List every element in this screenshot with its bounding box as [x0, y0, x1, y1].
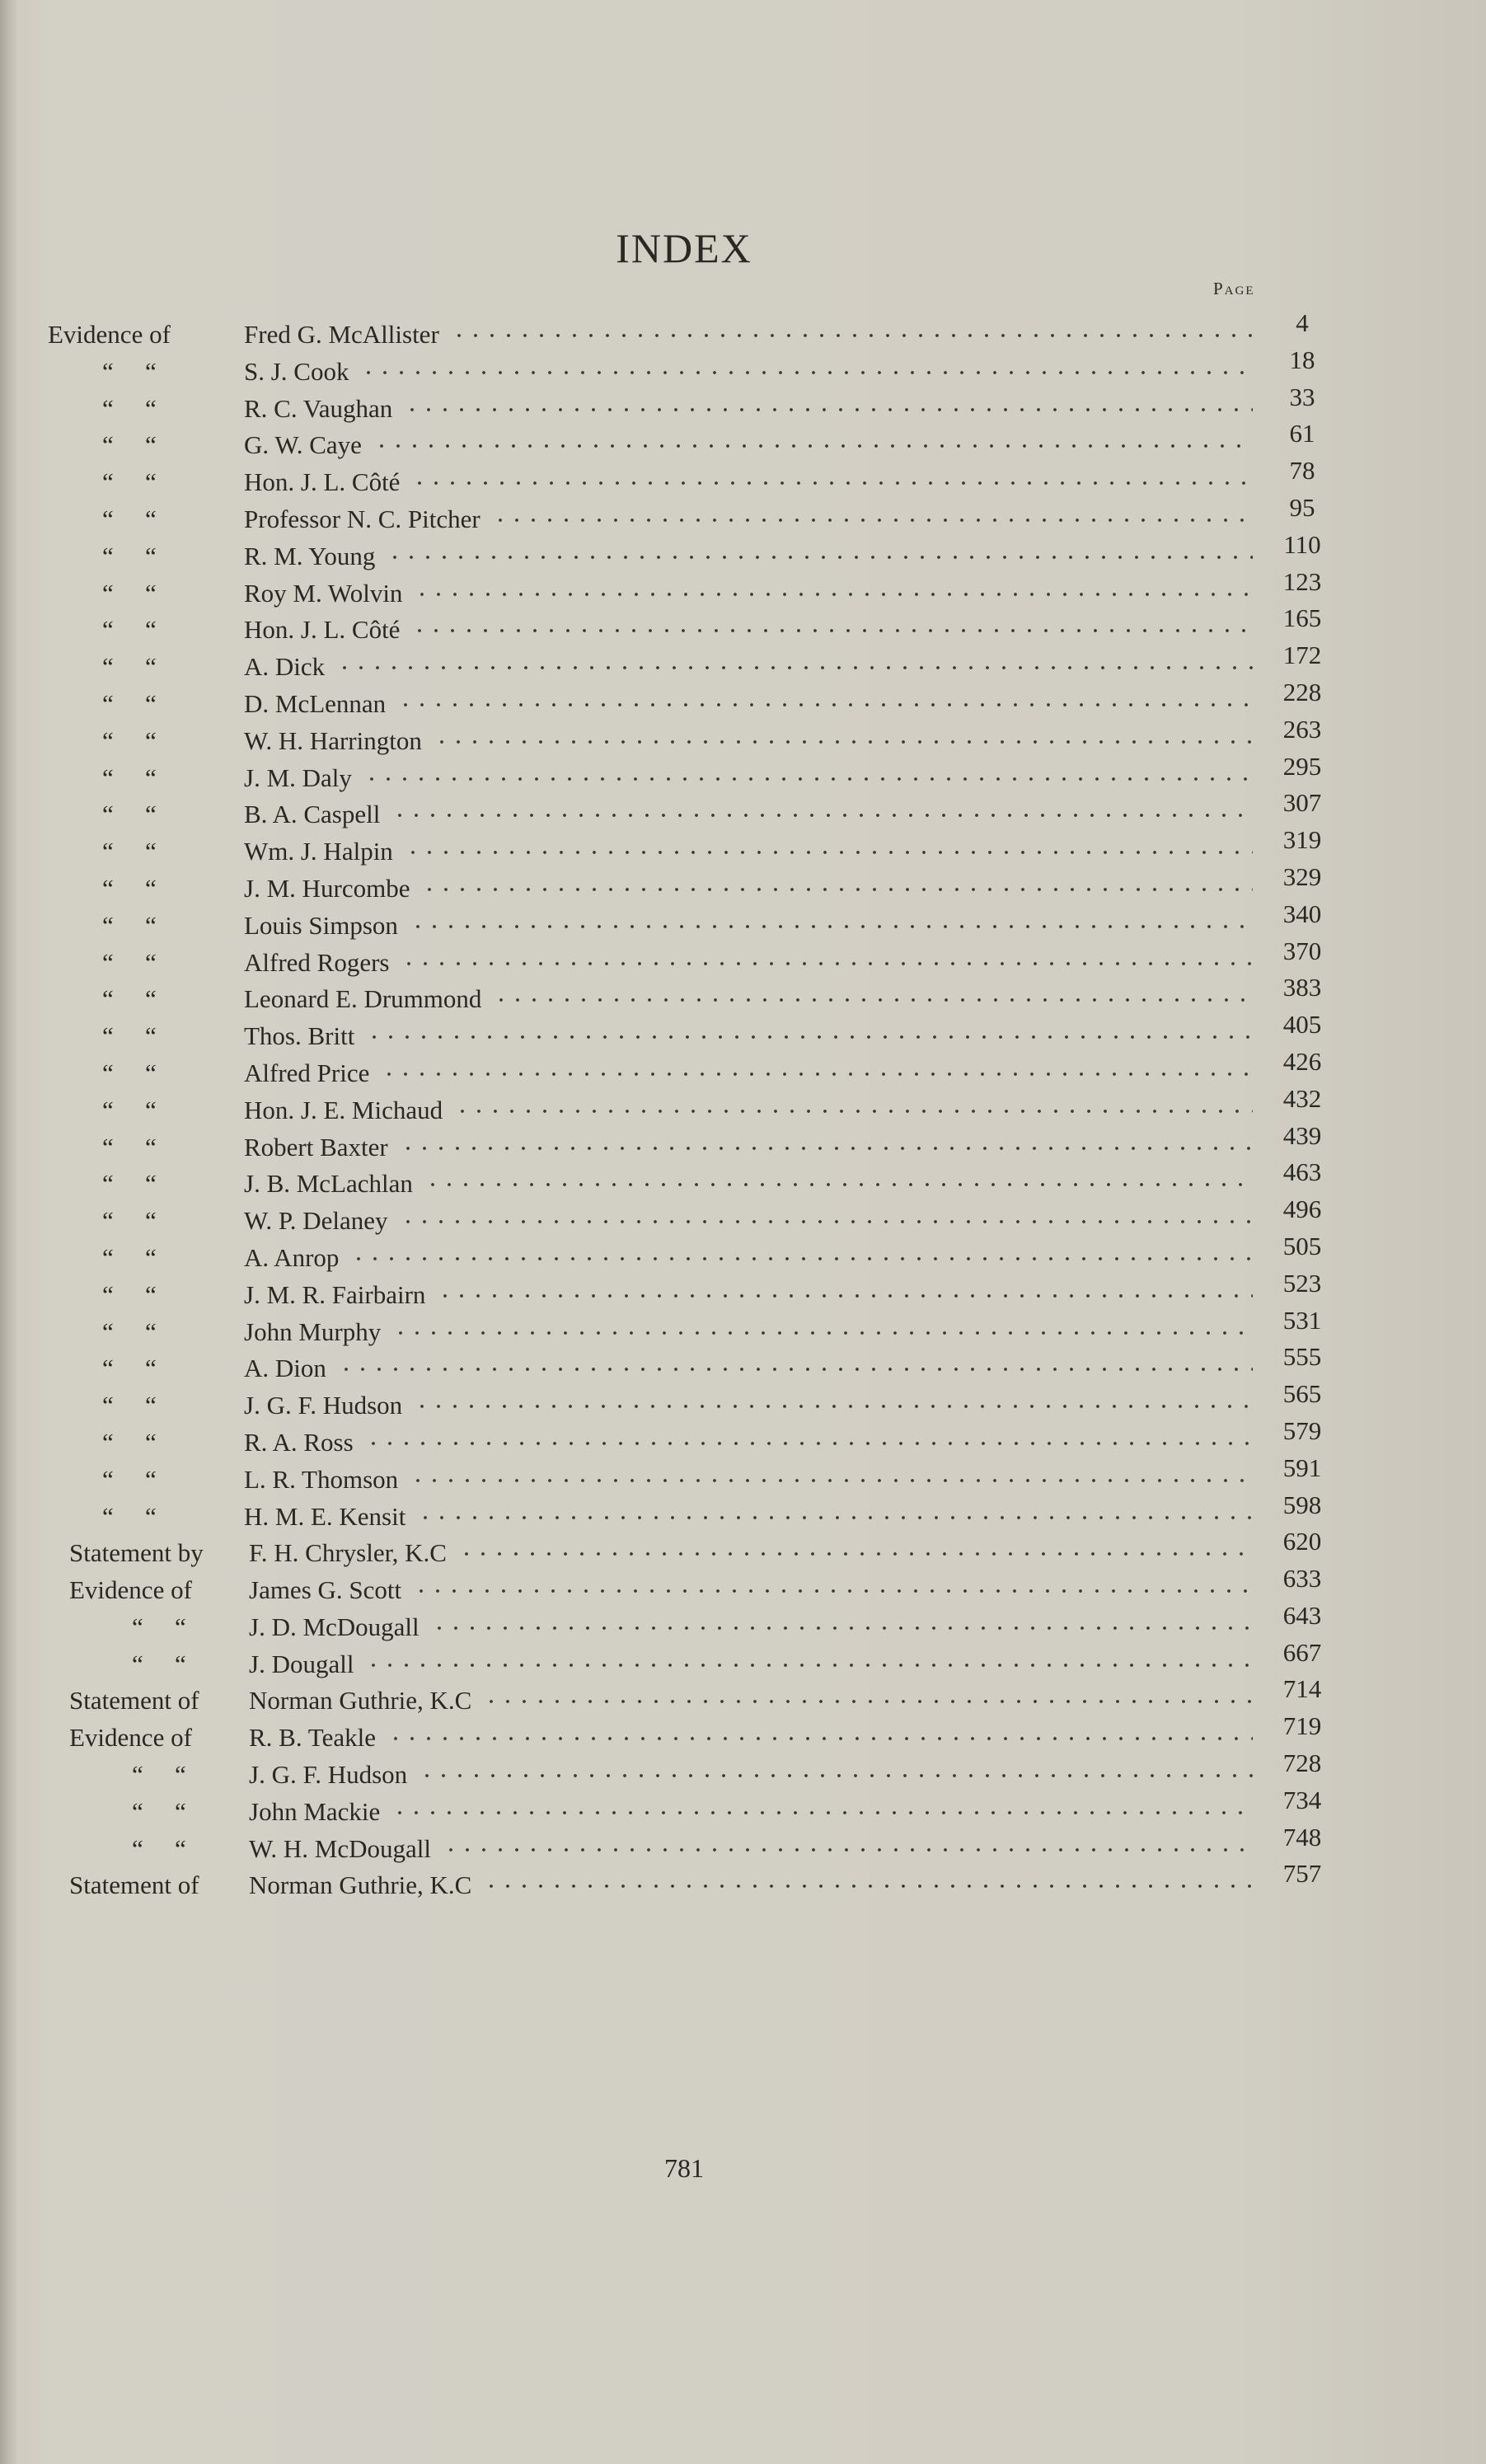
- entry-name: J. B. McLachlan: [244, 1169, 413, 1199]
- entry-page-number: 555: [1282, 1342, 1322, 1372]
- dot-leader: [492, 516, 1253, 524]
- entry-name: J. M. R. Fairbairn: [244, 1279, 426, 1309]
- index-entry: [0, 1822, 1486, 1865]
- dot-leader: [437, 1292, 1253, 1300]
- entry-page-number: 463: [1282, 1157, 1322, 1187]
- entry-lead-text: Evidence of: [69, 1723, 192, 1753]
- entry-page-number: 643: [1282, 1600, 1322, 1630]
- index-entry: [0, 529, 1486, 572]
- entry-name: Leonard E. Drummond: [244, 984, 482, 1014]
- entry-name: Thos. Britt: [244, 1021, 355, 1051]
- entry-page-number: 383: [1282, 973, 1322, 1002]
- entry-name: Hon. J. L. Côté: [244, 467, 401, 497]
- ditto-marks: “ “: [132, 1796, 186, 1826]
- ditto-marks: “ “: [102, 1242, 157, 1272]
- entry-page-number: 734: [1282, 1785, 1322, 1814]
- entry-name: James G. Scott: [249, 1575, 402, 1605]
- ditto-marks: “ “: [102, 910, 157, 940]
- entry-name: Hon. J. L. Côté: [244, 615, 401, 645]
- entry-lead-text: Evidence of: [69, 1575, 192, 1605]
- entry-name: Fred G. McAllister: [244, 320, 439, 349]
- ditto-marks: “ “: [102, 1391, 157, 1420]
- entry-name: Hon. J. E. Michaud: [244, 1095, 443, 1124]
- ditto-marks: “ “: [102, 1464, 157, 1494]
- entry-page-number: 426: [1282, 1046, 1322, 1076]
- dot-leader: [404, 406, 1253, 414]
- index-entries: [0, 308, 1486, 1901]
- entry-name: Norman Guthrie, K.C: [249, 1870, 472, 1900]
- entry-page-number: 78: [1289, 456, 1315, 486]
- page-column-heading: Page: [1213, 279, 1255, 298]
- index-entry: [0, 345, 1486, 387]
- entry-name: G. W. Caye: [244, 430, 362, 460]
- entry-page-number: 633: [1282, 1564, 1322, 1593]
- dot-leader: [410, 1476, 1253, 1485]
- entry-name: J. G. F. Hudson: [249, 1760, 408, 1790]
- index-entry: [0, 677, 1486, 720]
- entry-page-number: 505: [1282, 1231, 1322, 1260]
- index-entry: [0, 936, 1486, 979]
- index-entry: [0, 861, 1486, 904]
- dot-leader: [434, 738, 1253, 746]
- entry-name: L. R. Thomson: [244, 1464, 399, 1494]
- entry-page-number: 531: [1282, 1305, 1322, 1335]
- entry-page-number: 307: [1282, 788, 1322, 818]
- dot-leader: [365, 1439, 1253, 1448]
- ditto-marks: “ “: [102, 541, 157, 570]
- entry-page-number: 172: [1282, 641, 1322, 670]
- index-entry: [0, 1711, 1486, 1753]
- entry-name: J. G. F. Hudson: [244, 1391, 403, 1420]
- index-entry: [0, 714, 1486, 757]
- dot-leader: [338, 1365, 1253, 1373]
- index-entry: [0, 308, 1486, 350]
- ditto-marks: “ “: [102, 725, 157, 755]
- index-entry: [0, 492, 1486, 535]
- entry-page-number: 95: [1289, 492, 1315, 522]
- entry-name: W. H. McDougall: [249, 1833, 431, 1863]
- dot-leader: [336, 664, 1253, 672]
- index-entry: [0, 382, 1486, 425]
- dot-leader: [366, 1033, 1253, 1041]
- index-entry: [0, 1748, 1486, 1791]
- index-entry: [0, 1785, 1486, 1828]
- ditto-marks: “ “: [102, 984, 157, 1014]
- entry-name: R. M. Young: [244, 541, 376, 570]
- ditto-marks: “ “: [102, 947, 157, 977]
- ditto-marks: “ “: [102, 1169, 157, 1199]
- ditto-marks: “ “: [102, 467, 157, 497]
- entry-name: W. H. Harrington: [244, 725, 422, 755]
- dot-leader: [387, 1734, 1253, 1743]
- folio-page-number: 781: [664, 2153, 704, 2183]
- entry-name: J. M. Hurcombe: [244, 873, 410, 903]
- entry-page-number: 620: [1282, 1527, 1322, 1556]
- page-title: INDEX: [616, 225, 752, 271]
- entry-page-number: 748: [1282, 1822, 1322, 1852]
- index-entry: [0, 603, 1486, 645]
- entry-name: R. A. Ross: [244, 1427, 354, 1457]
- dot-leader: [365, 1661, 1253, 1669]
- dot-leader: [419, 1772, 1253, 1780]
- index-entry: [0, 1083, 1486, 1126]
- index-entry: [0, 1194, 1486, 1237]
- entry-name: Wm. J. Halpin: [244, 837, 393, 866]
- entry-page-number: 496: [1282, 1194, 1322, 1224]
- dot-leader: [405, 848, 1253, 857]
- ditto-marks: “ “: [132, 1649, 186, 1678]
- entry-page-number: 340: [1282, 899, 1322, 928]
- ditto-marks: “ “: [102, 1058, 157, 1087]
- entry-lead-text: Statement by: [69, 1538, 204, 1568]
- index-entry: [0, 1490, 1486, 1532]
- ditto-marks: “ “: [102, 800, 157, 829]
- dot-leader: [424, 1180, 1253, 1189]
- index-entry: [0, 1527, 1486, 1569]
- dot-leader: [387, 553, 1253, 561]
- index-entry: [0, 641, 1486, 683]
- index-entry: [0, 1046, 1486, 1089]
- entry-page-number: 714: [1282, 1674, 1322, 1704]
- entry-name: R. B. Teakle: [249, 1723, 376, 1753]
- index-entry: [0, 751, 1486, 794]
- index-entry: [0, 1305, 1486, 1348]
- entry-page-number: 565: [1282, 1379, 1322, 1409]
- dot-leader: [431, 1624, 1253, 1632]
- ditto-marks: “ “: [102, 615, 157, 645]
- entry-name: B. A. Caspell: [244, 800, 381, 829]
- entry-page-number: 329: [1282, 861, 1322, 891]
- entry-lead-text: Evidence of: [48, 320, 171, 349]
- entry-name: R. C. Vaughan: [244, 393, 393, 423]
- index-entry: [0, 1859, 1486, 1901]
- ditto-marks: “ “: [102, 652, 157, 682]
- entry-name: Norman Guthrie, K.C: [249, 1686, 472, 1715]
- ditto-marks: “ “: [102, 1316, 157, 1346]
- entry-page-number: 598: [1282, 1490, 1322, 1519]
- index-entry: [0, 1637, 1486, 1680]
- entry-page-number: 295: [1282, 751, 1322, 781]
- entry-page-number: 370: [1282, 936, 1322, 965]
- ditto-marks: “ “: [102, 1206, 157, 1236]
- entry-name: D. McLennan: [244, 688, 387, 718]
- entry-name: J. D. McDougall: [249, 1612, 420, 1641]
- dot-leader: [411, 479, 1253, 487]
- ditto-marks: “ “: [102, 873, 157, 903]
- dot-leader: [381, 1070, 1253, 1078]
- entry-name: J. M. Daly: [244, 763, 352, 792]
- dot-leader: [493, 996, 1253, 1004]
- index-entry: [0, 1231, 1486, 1274]
- index-entry: [0, 1342, 1486, 1384]
- ditto-marks: “ “: [132, 1760, 186, 1790]
- ditto-marks: “ “: [102, 1279, 157, 1309]
- entry-page-number: 263: [1282, 714, 1322, 744]
- entry-page-number: 757: [1282, 1859, 1322, 1889]
- dot-leader: [421, 885, 1253, 894]
- dot-leader: [391, 1809, 1253, 1817]
- dot-leader: [350, 1255, 1253, 1263]
- entry-name: Alfred Price: [244, 1058, 370, 1087]
- entry-page-number: 4: [1296, 308, 1309, 337]
- entry-name: Roy M. Wolvin: [244, 578, 403, 608]
- dot-leader: [454, 1107, 1253, 1115]
- dot-leader: [411, 627, 1253, 635]
- ditto-marks: “ “: [102, 578, 157, 608]
- ditto-marks: “ “: [102, 688, 157, 718]
- index-entry: [0, 1120, 1486, 1163]
- ditto-marks: “ “: [102, 1501, 157, 1531]
- dot-leader: [397, 701, 1253, 709]
- dot-leader: [443, 1846, 1253, 1854]
- entry-page-number: 123: [1282, 566, 1322, 596]
- entry-page-number: 405: [1282, 1010, 1322, 1040]
- ditto-marks: “ “: [102, 1132, 157, 1162]
- entry-page-number: 719: [1282, 1711, 1322, 1741]
- dot-leader: [413, 1587, 1253, 1595]
- entry-page-number: 61: [1289, 419, 1315, 448]
- entry-lead-text: Statement of: [69, 1686, 199, 1715]
- entry-lead-text: Statement of: [69, 1870, 199, 1900]
- dot-leader: [392, 1329, 1253, 1337]
- entry-page-number: 523: [1282, 1268, 1322, 1298]
- entry-name: Professor N. C. Pitcher: [244, 504, 480, 533]
- index-entry: [0, 566, 1486, 609]
- dot-leader: [414, 590, 1253, 598]
- dot-leader: [483, 1882, 1253, 1890]
- index-entry: [0, 1010, 1486, 1052]
- ditto-marks: “ “: [102, 837, 157, 866]
- dot-leader: [417, 1514, 1253, 1522]
- entry-name: John Murphy: [244, 1316, 382, 1346]
- index-entry: [0, 825, 1486, 867]
- entry-page-number: 228: [1282, 677, 1322, 706]
- entry-page-number: 591: [1282, 1453, 1322, 1482]
- index-entry: [0, 1453, 1486, 1495]
- entry-page-number: 18: [1289, 345, 1315, 374]
- dot-leader: [363, 775, 1253, 783]
- entry-page-number: 432: [1282, 1083, 1322, 1113]
- dot-leader: [483, 1697, 1253, 1706]
- dot-leader: [414, 1402, 1253, 1410]
- ditto-marks: “ “: [102, 763, 157, 792]
- ditto-marks: “ “: [102, 430, 157, 460]
- entry-page-number: 579: [1282, 1415, 1322, 1445]
- index-entry: [0, 1379, 1486, 1421]
- entry-page-number: 165: [1282, 603, 1322, 633]
- ditto-marks: “ “: [132, 1612, 186, 1641]
- dot-leader: [410, 922, 1253, 931]
- ditto-marks: “ “: [102, 1427, 157, 1457]
- index-entry: [0, 1415, 1486, 1458]
- dot-leader: [451, 331, 1253, 340]
- entry-name: A. Dion: [244, 1354, 326, 1383]
- entry-page-number: 110: [1283, 529, 1321, 559]
- index-entry: [0, 1564, 1486, 1606]
- ditto-marks: “ “: [102, 1354, 157, 1383]
- entry-page-number: 667: [1282, 1637, 1322, 1667]
- index-entry: [0, 973, 1486, 1015]
- entry-page-number: 319: [1282, 825, 1322, 855]
- entry-page-number: 33: [1289, 382, 1315, 411]
- entry-name: Robert Baxter: [244, 1132, 388, 1162]
- entry-name: W. P. Delaney: [244, 1206, 388, 1236]
- entry-name: A. Dick: [244, 652, 326, 682]
- ditto-marks: “ “: [102, 504, 157, 533]
- entry-page-number: 439: [1282, 1120, 1322, 1150]
- dot-leader: [373, 442, 1253, 450]
- ditto-marks: “ “: [102, 393, 157, 423]
- entry-name: Alfred Rogers: [244, 947, 390, 977]
- entry-name: A. Anrop: [244, 1242, 340, 1272]
- ditto-marks: “ “: [132, 1833, 186, 1863]
- entry-name: H. M. E. Kensit: [244, 1501, 406, 1531]
- dot-leader: [400, 1218, 1253, 1226]
- index-entry: [0, 456, 1486, 498]
- index-entry: [0, 1268, 1486, 1311]
- entry-name: S. J. Cook: [244, 356, 349, 386]
- dot-leader: [400, 1144, 1253, 1152]
- index-entry: [0, 1674, 1486, 1716]
- entry-name: John Mackie: [249, 1796, 381, 1826]
- dot-leader: [401, 960, 1253, 968]
- dot-leader: [458, 1550, 1253, 1558]
- index-entry: [0, 788, 1486, 830]
- index-entry: [0, 419, 1486, 461]
- entry-name: J. Dougall: [249, 1649, 354, 1678]
- ditto-marks: “ “: [102, 1095, 157, 1124]
- entry-name: F. H. Chrysler, K.C: [249, 1538, 447, 1568]
- dot-leader: [391, 811, 1253, 819]
- entry-page-number: 728: [1282, 1748, 1322, 1778]
- index-entry: [0, 899, 1486, 941]
- dot-leader: [360, 368, 1253, 377]
- index-entry: [0, 1600, 1486, 1643]
- entry-name: Louis Simpson: [244, 910, 398, 940]
- index-entry: [0, 1157, 1486, 1199]
- ditto-marks: “ “: [102, 356, 157, 386]
- ditto-marks: “ “: [102, 1021, 157, 1051]
